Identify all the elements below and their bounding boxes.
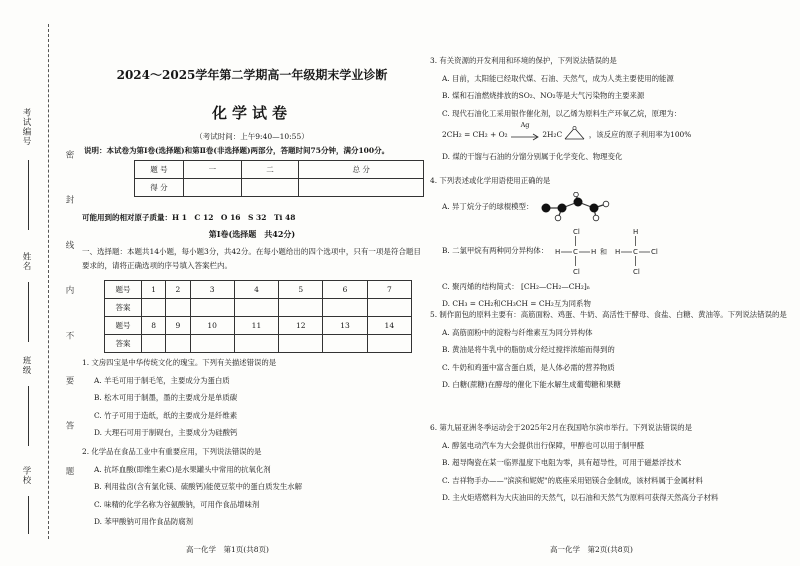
answer-q-number: 12: [279, 317, 323, 335]
ball-stick-model-icon: [536, 192, 612, 222]
dichloromethane-structures-icon: [551, 225, 663, 277]
score-header-cell: 题 号: [135, 161, 184, 179]
option-d: D. 白糖(蔗糖)在酵母的催化下能水解生成葡萄糖和果糖: [442, 380, 621, 390]
binding-margin: [0, 0, 74, 566]
school-label: 学校: [21, 466, 31, 485]
svg-text:C: C: [632, 247, 638, 256]
equation-reactants: 2CH₂ = CH₂ + O₂: [442, 130, 508, 140]
score-header-cell: 一: [184, 161, 242, 179]
question-stem: 2. 化学品在食品工业中有重要应用，下列说法错误的是: [82, 447, 262, 456]
svg-text:Cl: Cl: [572, 227, 580, 236]
seal-warning: 密 封 线 内 不 要 答 题: [64, 150, 74, 492]
answer-q-number: 10: [190, 317, 234, 335]
part1-title: 第Ⅰ卷(选择题 共42分): [208, 229, 296, 239]
option-b-row: [430, 224, 790, 278]
answer-cell[interactable]: [367, 299, 411, 317]
question-5: [430, 306, 790, 394]
exam-no-line: [28, 160, 29, 230]
svg-text:Cl: Cl: [632, 267, 640, 276]
answer-q-number: 7: [367, 281, 411, 299]
svg-text:Cl: Cl: [572, 267, 580, 276]
option-c: C. 吉祥物手办——"滨滨和妮妮"的底座采用铝镁合金制成，该材料属于金属材料: [442, 475, 703, 485]
option-d: D. 大理石可用于制砚台，主要成分为硅酸钙: [94, 428, 238, 438]
svg-text:C: C: [572, 247, 578, 256]
answer-q-number: 6: [323, 281, 367, 299]
option-c: C. 牛奶和鸡蛋中富含蛋白质，是人体必需的营养物质: [442, 362, 615, 372]
question-stem: 4. 下列表述或化学用语使用正确的是: [430, 176, 551, 185]
name-label: 姓名: [21, 252, 31, 271]
answer-cell[interactable]: [323, 299, 367, 317]
option-c-row: [430, 278, 790, 296]
svg-text:H: H: [614, 247, 620, 256]
right-page: [430, 0, 790, 566]
answer-cell[interactable]: [279, 299, 323, 317]
question-stem: 3. 有关资源的开发利用和环境的保护，下列说法错误的是: [430, 56, 617, 65]
answer-table: [104, 280, 412, 353]
option-a: A. 醇氢电动汽车为大会提供出行保障，甲醇也可以用于制甲醛: [442, 440, 645, 450]
answer-q-number: 14: [367, 317, 411, 335]
exam-title: 2024～2025学年第二学期高一年级期末学业诊断: [116, 68, 388, 82]
answer-cell[interactable]: [234, 299, 278, 317]
answer-q-number: 3: [190, 281, 234, 299]
option-c: C. 聚丙烯的结构简式：: [442, 281, 519, 291]
polypropylene-formula: [CH₂—CH₂—CH₂]ₙ: [520, 281, 590, 291]
answer-cell[interactable]: [323, 335, 367, 353]
seal-dashed-line: [48, 24, 49, 539]
footer-page-1: 高一化学 第1页(共8页): [186, 545, 269, 554]
option-b: B. 二氯甲烷有两种同分异构体：: [442, 245, 549, 255]
question-stem: 6. 第九届亚洲冬季运动会于2025年2月在我国哈尔滨市举行。下列说法错误的是: [430, 423, 693, 432]
answer-cell[interactable]: [190, 335, 234, 353]
question-stem: 5. 制作面包的原料主要有：高筋面粉、鸡蛋、牛奶、高活性干酵母、食盐、白糖、黄油等。下列说法错误的是: [430, 310, 787, 319]
answer-cell[interactable]: [234, 335, 278, 353]
answer-q-number: 11: [234, 317, 278, 335]
option-c: C. 竹子可用于造纸，纸的主要成分是纤维素: [94, 410, 238, 420]
score-row-label: 得 分: [135, 179, 184, 197]
answer-q-number: 4: [234, 281, 278, 299]
option-b: B. 超导陶瓷在某一临界温度下电阻为零，具有超导性，可用于磁悬浮技术: [442, 458, 682, 468]
option-a: A. 高筋面粉中的淀粉与纤维素互为同分异构体: [442, 327, 593, 337]
exam-note: 说明：本试卷为第Ⅰ卷(选择题)和第Ⅱ卷(非选择题)两部分，答题时间75分钟，满分100分。: [84, 146, 390, 155]
option-b: B. 煤和石油燃烧排放的SO₂、NO₂等是大气污染物的主要来源: [442, 91, 645, 101]
score-cell[interactable]: [184, 179, 242, 197]
subject-title: 化学试卷: [211, 104, 292, 122]
answer-q-label: 题号: [105, 281, 142, 299]
answer-q-number: 8: [142, 317, 166, 335]
option-b: B. 松木可用于制墨，墨的主要成分是单质碳: [94, 393, 238, 403]
part1-intro: 一、选择题：本题共14小题，每小题3分，共42分。在每小题给出的四个选项中，只有一项是符合题目要求的，请将正确选项的序号填入答案栏内。: [82, 247, 421, 270]
option-c: C. 现代石油化工采用银作催化剂，以乙烯为原料生产环氧乙烷，原理为：: [442, 108, 682, 118]
answer-q-number: 9: [166, 317, 190, 335]
option-d: D. 苯甲酸钠可用作食品防腐剂: [94, 517, 194, 527]
option-a: A. 目前，太阳能已经取代煤、石油、天然气，成为人类主要使用的能源: [442, 73, 674, 83]
answer-q-number: 5: [279, 281, 323, 299]
reaction-equation: [430, 122, 790, 148]
score-header-cell: 二: [241, 161, 299, 179]
question-1: [82, 354, 422, 442]
answer-cell[interactable]: [190, 299, 234, 317]
question-3: [430, 52, 790, 166]
answer-q-number: 1: [142, 281, 166, 299]
option-d: D. CH₃ = CH₂和CH₃CH = CH₂互为同系物: [442, 299, 591, 309]
equation-arrow: [510, 121, 540, 146]
answer-cell[interactable]: [142, 335, 166, 353]
option-a: A. 异丁烷分子的球棍模型：: [442, 201, 534, 211]
catalyst-label: Ag: [520, 121, 530, 130]
school-line: [28, 496, 29, 534]
question-stem: 1. 文房四宝是中华传统文化的瑰宝。下列有关描述错误的是: [82, 358, 277, 367]
question-6: [430, 419, 790, 507]
answer-q-number: 13: [323, 317, 367, 335]
equation-note: ，该反应的原子利用率为100%: [588, 130, 692, 140]
answer-q-number: 2: [166, 281, 190, 299]
score-header-cell: 总 分: [299, 161, 424, 179]
left-page: [82, 0, 422, 566]
score-cell[interactable]: [241, 179, 299, 197]
epoxide-ring-icon: [564, 125, 586, 145]
option-a-row: [430, 190, 790, 224]
answer-a-label: 答案: [105, 335, 142, 353]
exam-time: （考试时间：上午9:40—10:55）: [195, 132, 309, 141]
name-line: [28, 282, 29, 342]
class-line: [28, 386, 29, 446]
option-d: D. 主火炬塔燃料为大庆油田的天然气，以石油和天然气为原料可获得天然高分子材料: [442, 493, 719, 503]
answer-cell[interactable]: [166, 335, 190, 353]
question-2: [82, 443, 422, 531]
equation-product: 2H₂C: [542, 130, 563, 140]
structure-and-text: 和: [599, 247, 607, 256]
answer-q-label: 题号: [105, 317, 142, 335]
svg-text:Cl: Cl: [650, 247, 658, 256]
answer-cell[interactable]: [166, 299, 190, 317]
option-c: C. 味精的化学名称为谷氨酸钠，可用作食品增味剂: [94, 499, 260, 509]
footer-page-2: 高一化学 第2页(共8页): [550, 545, 633, 554]
answer-cell[interactable]: [279, 335, 323, 353]
option-b: B. 利用盐卤(含有氯化镁、硫酸钙)能使豆浆中的蛋白质发生水解: [94, 482, 303, 492]
score-table: [134, 160, 424, 197]
svg-text:H: H: [632, 227, 638, 236]
answer-a-label: 答案: [105, 299, 142, 317]
svg-text:H: H: [554, 247, 560, 256]
option-a: A. 抗坏血酸(即维生素C)是水果罐头中常用的抗氧化剂: [94, 464, 271, 474]
option-a: A. 羊毛可用于制毛笔，主要成分为蛋白质: [94, 375, 230, 385]
score-cell[interactable]: [299, 179, 424, 197]
class-label: 班级: [21, 356, 31, 375]
exam-no-label: 考试编号: [21, 108, 31, 146]
option-b: B. 黄油是将牛乳中的脂肪成分经过搅拌浓缩而得到的: [442, 345, 615, 355]
answer-cell[interactable]: [367, 335, 411, 353]
answer-cell[interactable]: [142, 299, 166, 317]
option-d: D. 煤的干馏与石油的分馏分别属于化学变化、物理变化: [442, 152, 623, 162]
svg-text:H: H: [590, 247, 596, 256]
atomic-mass-line: 可能用到的相对原子质量：H 1 C 12 O 16 S 32 Ti 48: [82, 213, 296, 222]
question-4: [430, 172, 790, 313]
